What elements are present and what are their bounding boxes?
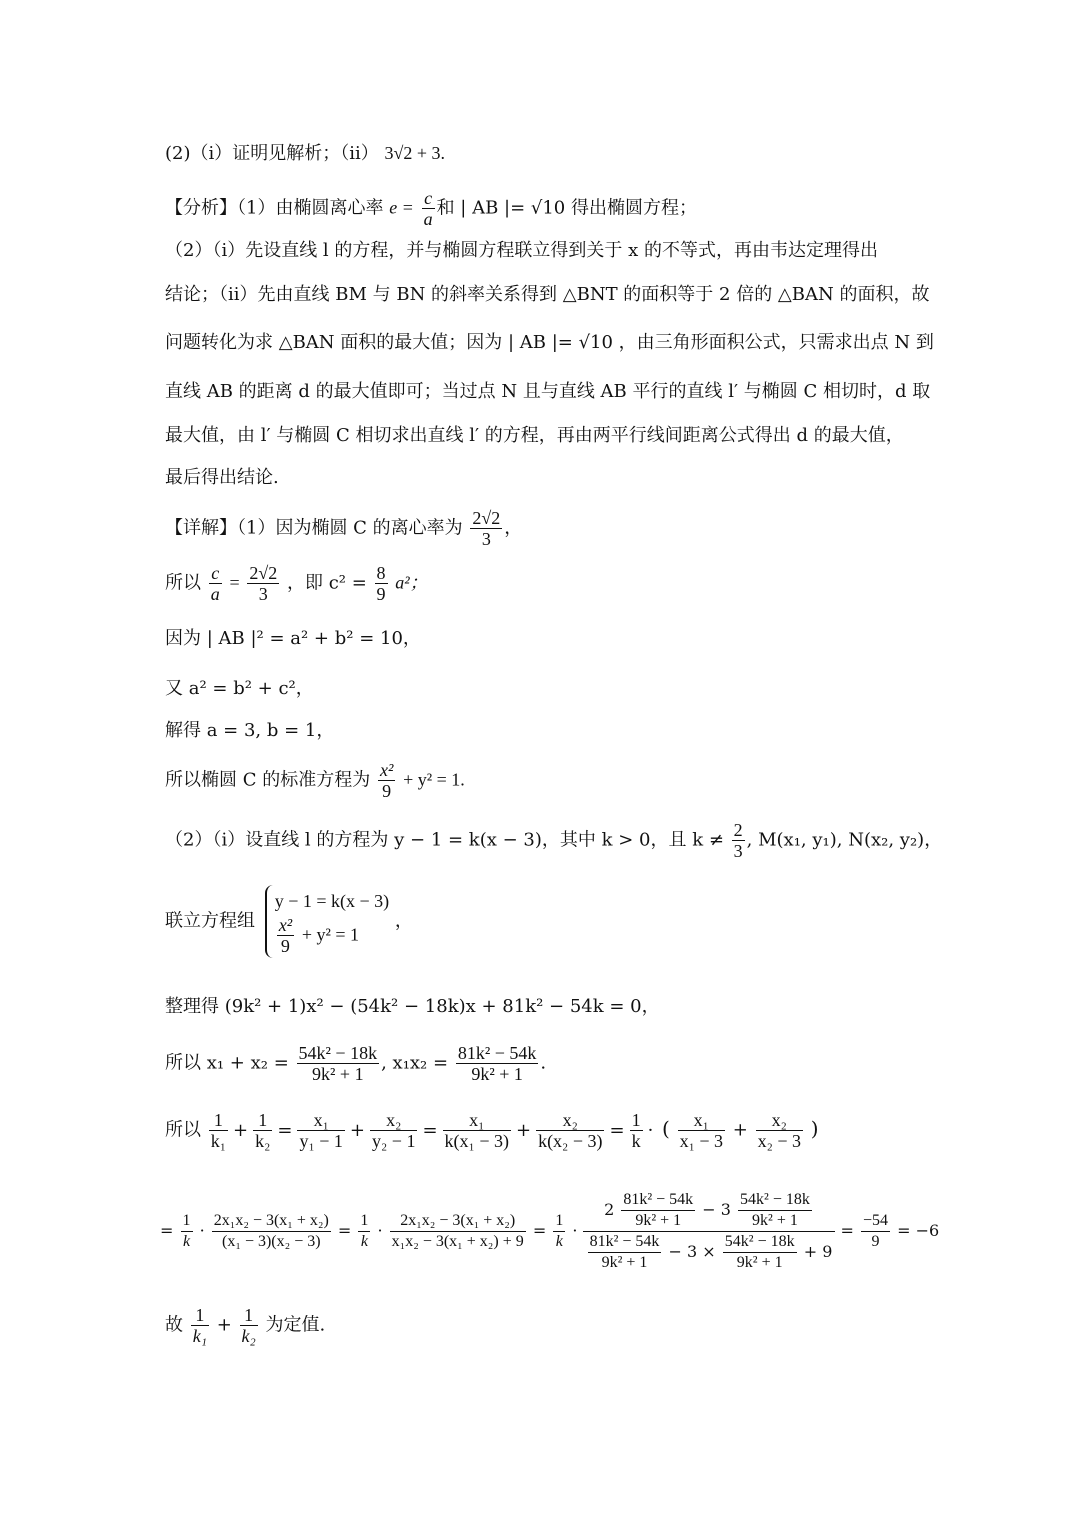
equals-sign: = — [160, 1221, 174, 1240]
fraction: $\frac{2√2}{3}$ — [249, 563, 278, 604]
detail-line-7 — [165, 820, 942, 861]
analysis-line-1 — [165, 188, 697, 229]
dot-operator: · — [377, 1221, 383, 1240]
fraction: $\frac{c}{a}$ — [423, 188, 433, 229]
fraction: $\frac{-54}{9}$ — [862, 1212, 888, 1250]
fraction: $\frac{1}{\text{k₂}}$ — [241, 1305, 256, 1346]
fraction: $\frac{1}{k}$ — [631, 1110, 641, 1151]
plus-sign: + — [732, 1119, 748, 1141]
fraction: $\frac{1}{\text{k₂}}$ — [255, 1110, 271, 1151]
fraction: $\frac{\text{x₂}}{\text{x₂ − 3}}$ — [757, 1110, 802, 1151]
fraction: $\frac{\text{x₂}}{\text{y₂ − 1}}$ — [372, 1110, 416, 1151]
operator: = — [422, 1119, 438, 1141]
detail-text: （2）（i）设直线 l 的方程为 y − 1 = k(x − 3)，其中 k > 0，且 k ≠ — [165, 829, 724, 851]
compound-fraction — [583, 1190, 836, 1273]
fraction: $\frac{\text{81k² − 54k}}{\text{9k² + 1}}$ — [457, 1043, 537, 1084]
fraction: $\frac{c}{a}$ — [210, 563, 220, 604]
fraction: $\frac{1}{\text{k₁}}$ — [210, 1110, 227, 1151]
analysis-line-5: 直线 AB 的距离 d 的最大值即可；当过点 N 且与直线 AB 平行的直线 l′ 与椭圆 C 相切时，d 取 — [165, 381, 931, 402]
fraction: $\frac{1}{k}$ — [182, 1212, 191, 1250]
system-eq-2: $\frac{\text{x²}}{9}$ + y² = 1 — [278, 915, 360, 956]
answer-part: (2)（i）证明见解析；（ii） — [165, 143, 379, 164]
detail-text: 故 — [165, 1314, 183, 1336]
detail-text: a²； — [395, 572, 428, 593]
detail-text: 联立方程组 — [165, 910, 255, 932]
fraction: $\frac{\text{x²}}{9}$ — [379, 760, 394, 801]
equals-sign: = — [532, 1221, 547, 1240]
detail-label: 【详解】 — [165, 517, 237, 539]
analysis-line-7: 最后得出结论. — [165, 467, 279, 488]
fraction: $\frac{8}{9}$ — [376, 563, 386, 604]
system-eq-1: y − 1 = k(x − 3) — [274, 891, 390, 911]
paren-open: ( — [662, 1116, 670, 1141]
operator: = — [277, 1119, 293, 1141]
detail-text: ， — [394, 910, 413, 932]
analysis-line-4: 问题转化为求 △BAN 面积的最大值；因为 | AB |= √10 ，由三角形面积公式，只需求出点 N 到 — [165, 332, 934, 353]
plus-sign: + — [216, 1314, 232, 1336]
operator: + — [233, 1119, 249, 1141]
detail-text: ，即 c² = — [286, 572, 367, 594]
equation-system — [265, 885, 389, 958]
detail-text: 所以 — [165, 572, 201, 594]
operator: · — [647, 1119, 654, 1141]
detail-line-5: 解得 a = 3, b = 1， — [165, 720, 335, 741]
detail-text: + y² = 1. — [403, 769, 465, 790]
compound-numerator: 2 $\frac{\text{81k² − 54k}}{\text{9k² + 1}}$ − 3 $\frac{\text{54k² − 18k}}{\text{9k² + 1}}$ — [583, 1190, 836, 1232]
fraction: $\frac{\text{x₁}}{\text{k(x₁ − 3)}}$ — [444, 1110, 509, 1151]
fraction: $\frac{2}{3}$ — [733, 820, 743, 861]
detail-line-10 — [165, 1043, 546, 1084]
detail-line-13 — [165, 1305, 325, 1346]
fraction: $\frac{\text{2x₁x₂ − 3(x₁ + x₂)}}{\text{(x₁ − 3)(x₂ − 3)}}$ — [213, 1212, 329, 1250]
equals-sign: = — [337, 1221, 352, 1240]
fraction: $\frac{\text{x₁}}{\text{x₁ − 3}}$ — [679, 1110, 724, 1151]
detail-line-11 — [165, 1110, 819, 1151]
fraction: $\frac{1}{k}$ — [555, 1212, 564, 1250]
dot-operator: · — [199, 1221, 205, 1240]
detail-text: 为定值. — [265, 1314, 326, 1336]
detail-text: 所以 — [165, 1119, 201, 1141]
fraction: $\frac{\text{54k² − 18k}}{\text{9k² + 1}}$ — [298, 1043, 378, 1084]
detail-line-3: 因为 | AB |² = a² + b² = 10， — [165, 628, 421, 649]
fraction: $\frac{\text{2x₁x₂ − 3(x₁ + x₂)}}{\text{x₁x₂ − 3(x₁ + x₂) + 9}}$ — [391, 1212, 524, 1250]
fraction: $\frac{2√2}{3}$ — [472, 508, 501, 549]
detail-text: 所以椭圆 C 的标准方程为 — [165, 769, 371, 791]
dot-operator: · — [572, 1221, 578, 1240]
sum-expression — [207, 1110, 657, 1151]
equals-sign: = — [840, 1221, 854, 1240]
detail-line-12 — [160, 1190, 939, 1273]
operator: + — [515, 1119, 532, 1141]
detail-text: . — [540, 1052, 547, 1074]
detail-line-1 — [165, 508, 522, 549]
equals-sign: = — [229, 572, 240, 593]
detail-text: 所以 x₁ + x₂ = — [165, 1052, 289, 1074]
fraction: $\frac{1}{k}$ — [360, 1212, 369, 1250]
detail-line-4: 又 a² = b² + c²， — [165, 678, 314, 699]
operator: = — [609, 1119, 625, 1141]
operator: + — [349, 1119, 366, 1141]
analysis-line-3: 结论；（ii）先由直线 BM 与 BN 的斜率关系得到 △BNT 的面积等于 2 倍的 △BAN 的面积，故 — [165, 284, 930, 305]
answer-value: 3√2 + 3. — [384, 143, 446, 163]
detail-line-2 — [165, 563, 428, 604]
compound-denominator: $\frac{\text{81k² − 54k}}{\text{9k² + 1}}$ − 3 × $\frac{\text{54k² − 18k}}{\text{9k² + 1}}$ + 9 — [589, 1233, 833, 1271]
paren-close: ) — [810, 1116, 819, 1141]
detail-line-6 — [165, 760, 465, 801]
detail-text: , x₁x₂ = — [381, 1052, 449, 1074]
analysis-line-6: 最大值，由 l′ 与椭圆 C 相切求出直线 l′ 的方程，再由两平行线间距离公式得出 d 的最大值， — [165, 425, 904, 446]
analysis-label: 【分析】 — [165, 197, 237, 219]
detail-line-9: 整理得 (9k² + 1)x² − (54k² − 18k)x + 81k² − 54k = 0， — [165, 996, 660, 1017]
analysis-line-2: （2）（i）先设直线 l 的方程，并与椭圆方程联立得到关于 x 的不等式，再由韦达定理得出 — [165, 240, 878, 261]
detail-line-8 — [165, 885, 413, 958]
detail-text: （1）因为椭圆 C 的离心率为 — [237, 517, 463, 539]
fraction: $\frac{\text{x₁}}{\text{y₁ − 1}}$ — [299, 1110, 343, 1151]
detail-text: , M(x₁, y₁), N(x₂, y₂)， — [746, 829, 943, 851]
answer-line — [165, 142, 445, 165]
analysis-text: 和 | AB |= √10 得出椭圆方程； — [436, 197, 697, 219]
eccentricity-eq: e = — [389, 197, 414, 218]
fraction: $\frac{1}{\text{k₁}}$ — [192, 1305, 207, 1346]
result: = −6 — [897, 1221, 940, 1240]
detail-text: ， — [504, 517, 523, 539]
analysis-text: （1）由椭圆离心率 — [237, 197, 384, 219]
fraction: $\frac{\text{x₂}}{\text{k(x₂ − 3)}}$ — [538, 1110, 603, 1151]
